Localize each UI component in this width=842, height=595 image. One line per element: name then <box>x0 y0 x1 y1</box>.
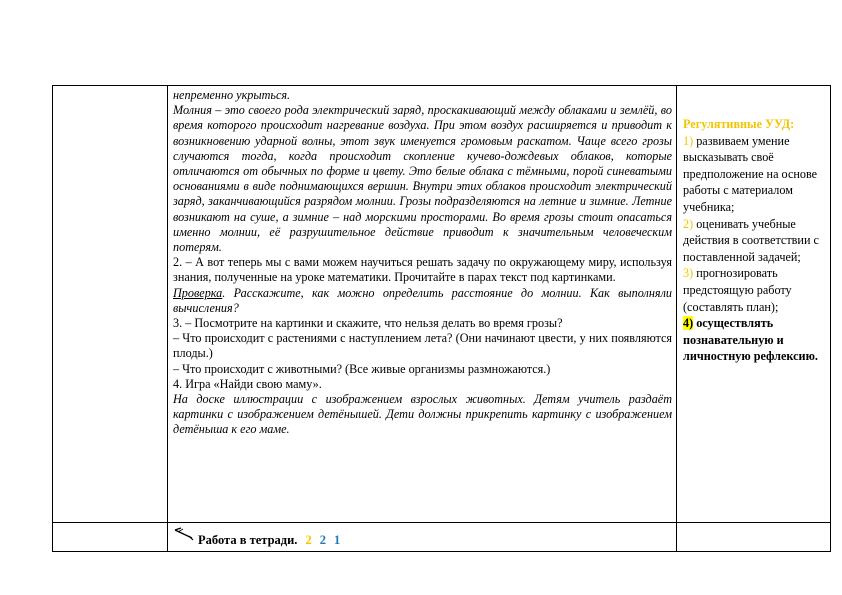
uud-num-1: 1) <box>683 133 694 148</box>
task-2: 2. – А вот теперь мы с вами можем научиться решать задачу по окружающему миру, используя знания, полученные на уроке математики. Прочитайте в парах текст под картинками. <box>173 255 672 285</box>
check-label: Проверка <box>173 285 223 300</box>
bottom-content-cell <box>168 523 677 552</box>
uud-text <box>677 86 830 365</box>
table-row <box>53 523 831 552</box>
bottom-uud-cell <box>677 523 831 552</box>
uud-cell <box>677 86 831 523</box>
uud-item-3 <box>683 265 827 315</box>
uud-num-4: 4) <box>683 316 694 331</box>
content-text <box>168 86 676 438</box>
question-plants: – Что происходит с растениями с наступлением лета? (Они начинают цвести, у них появляются плоды.) <box>173 331 672 361</box>
task-4: 4. Игра «Найди свою маму». <box>173 376 322 391</box>
lightning-paragraph: Молния – это своего рода электрический заряд, проскакивающий между облаками и землёй, во время которого происходит нагревание воздуха. При этом воздух расширяется и приводит к возникновению ударной волны, этот звук именуется громовым раскатом. Чаще всего грозы случаются тогда, когда происходит скопление кучево-дождевых облаков, которые отличаются от обычных по форме и цвету. Это белые облака с тёмными, порой синеватыми основаниями в виде поднимающихся вершин. Внутри этих облаков происходит электрический заряд, заканчивающийся разрядом молнии. Грозы подразделяются на летние и зимние. Летние возникают на суше, а зимние – над морскими просторами. Во время грозы стоит опасаться именно молнии, её разрушительное действие приводит к значительным человеческим потерям. <box>173 103 672 255</box>
uud-num-3: 3) <box>683 266 694 281</box>
check-paragraph <box>173 286 672 316</box>
bottom-stage-cell <box>53 523 168 552</box>
uud-item-1 <box>683 133 827 216</box>
uud-item-2 <box>683 216 827 266</box>
uud-text-1: развиваем умение высказывать своё предположение на основе работы с материалом учебника; <box>683 133 818 214</box>
question-animals: – Что происходит с животными? (Все живые организмы размножаются.) <box>173 361 551 376</box>
uud-num-2: 2) <box>683 216 694 231</box>
table-row <box>53 86 831 523</box>
stage-cell <box>53 86 168 523</box>
pen-icon <box>174 527 194 545</box>
mark-teal: 2 <box>319 533 326 547</box>
notebook-label-line <box>198 533 340 548</box>
content-cell <box>168 86 677 523</box>
uud-title: Регулятивные УУД: <box>683 117 795 131</box>
uud-item-4 <box>683 315 827 365</box>
mark-gold: 2 <box>305 533 312 547</box>
task-3: 3. – Посмотрите на картинки и скажите, что нельзя делать во время грозы? <box>173 316 563 331</box>
lesson-table <box>52 85 831 552</box>
mark-blue: 1 <box>333 533 341 547</box>
uud-text-3: прогнозировать предстоящую работу (составлять план); <box>683 266 792 314</box>
check-text: . Расскажите, как можно определить расстояние до молнии. Как выполняли вычисления? <box>173 285 672 315</box>
game-description: На доске иллюстрации с изображением взрослых животных. Детям учитель раздаёт картинки с изображением детёнышей. Дети должны прикрепить картинку с изображением детёныша к его маме. <box>173 392 672 437</box>
line-continuation: непременно укрыться. <box>173 88 291 102</box>
uud-text-2: оценивать учебные действия в соответствии с поставленной задачей; <box>683 216 819 264</box>
notebook-label: Работа в тетради. <box>198 533 298 547</box>
uud-text-4: осуществлять познавательную и личностную рефлексию. <box>683 316 818 364</box>
